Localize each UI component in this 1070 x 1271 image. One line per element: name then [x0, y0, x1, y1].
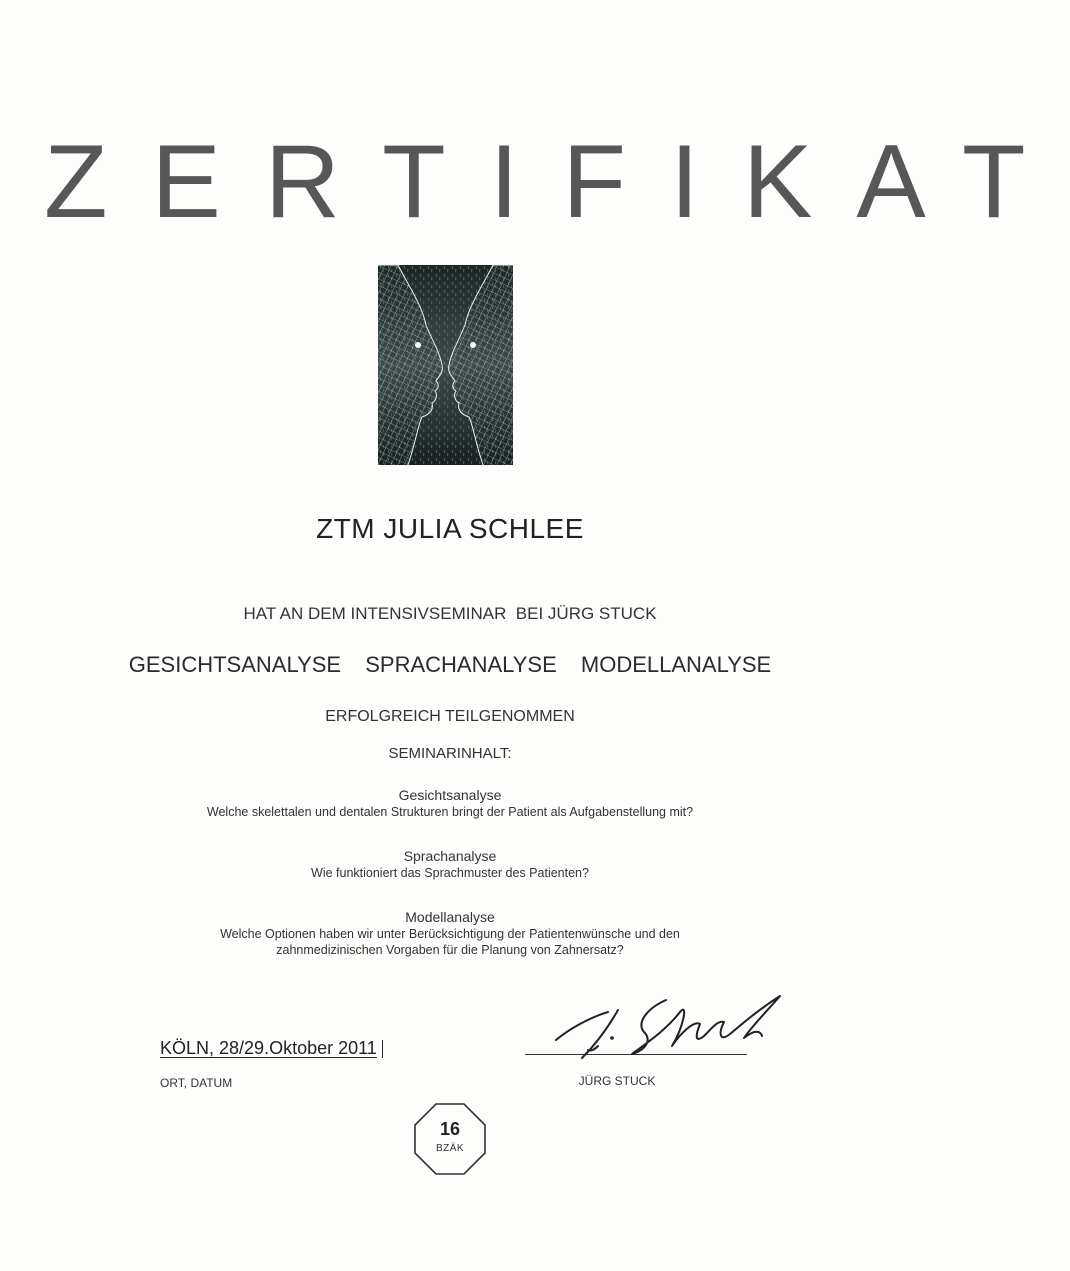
section-text: zahnmedizinischen Vorgaben für die Planung von Zahnersatz?	[276, 943, 624, 957]
face-mesh-illustration	[378, 265, 513, 465]
credit-points-org: BZÄK	[435, 1143, 465, 1154]
content-section-model	[0, 909, 900, 958]
credit-points-badge	[413, 1102, 487, 1176]
topic-model-analysis: MODELLANALYSE	[580, 652, 772, 677]
topic-face-analysis: GESICHTSANALYSE	[128, 652, 342, 677]
handwritten-signature-icon	[548, 990, 808, 1070]
section-heading: Sprachanalyse	[403, 848, 497, 864]
text-cursor-mark	[382, 1040, 383, 1058]
place-date-label: ORT, DATUM	[160, 1076, 233, 1090]
section-text: Welche Optionen haben wir unter Berücksichtigung der Patientenwünsche und den	[220, 927, 680, 941]
section-heading: Gesichtsanalyse	[398, 787, 502, 803]
topic-speech-analysis: SPRACHANALYSE	[365, 652, 557, 677]
place-date: KÖLN, 28/29.Oktober 2011	[160, 1038, 377, 1058]
section-heading: Modellanalyse	[405, 909, 495, 925]
certificate-title: ZERTIFIKAT	[44, 124, 1070, 240]
content-section-speech	[0, 848, 900, 881]
section-text: Welche skelettalen und dentalen Strukturen bringt der Patient als Aufgabenstellung mit?	[206, 805, 694, 819]
participation-line: HAT AN DEM INTENSIVSEMINAR BEI JÜRG STUCK	[243, 604, 657, 623]
seminar-content-label: SEMINARINHALT:	[388, 745, 512, 762]
section-text: Wie funktioniert das Sprachmuster des Patienten?	[311, 866, 589, 880]
recipient-name: ZTM JULIA SCHLEE	[316, 513, 584, 544]
content-section-face	[0, 787, 900, 820]
seminar-topics	[0, 652, 900, 678]
signer-name: JÜRG STUCK	[578, 1074, 656, 1088]
face-profiles-icon	[378, 265, 513, 465]
success-line: ERFOLGREICH TEILGENOMMEN	[325, 708, 575, 725]
credit-points-value: 16	[439, 1119, 461, 1139]
